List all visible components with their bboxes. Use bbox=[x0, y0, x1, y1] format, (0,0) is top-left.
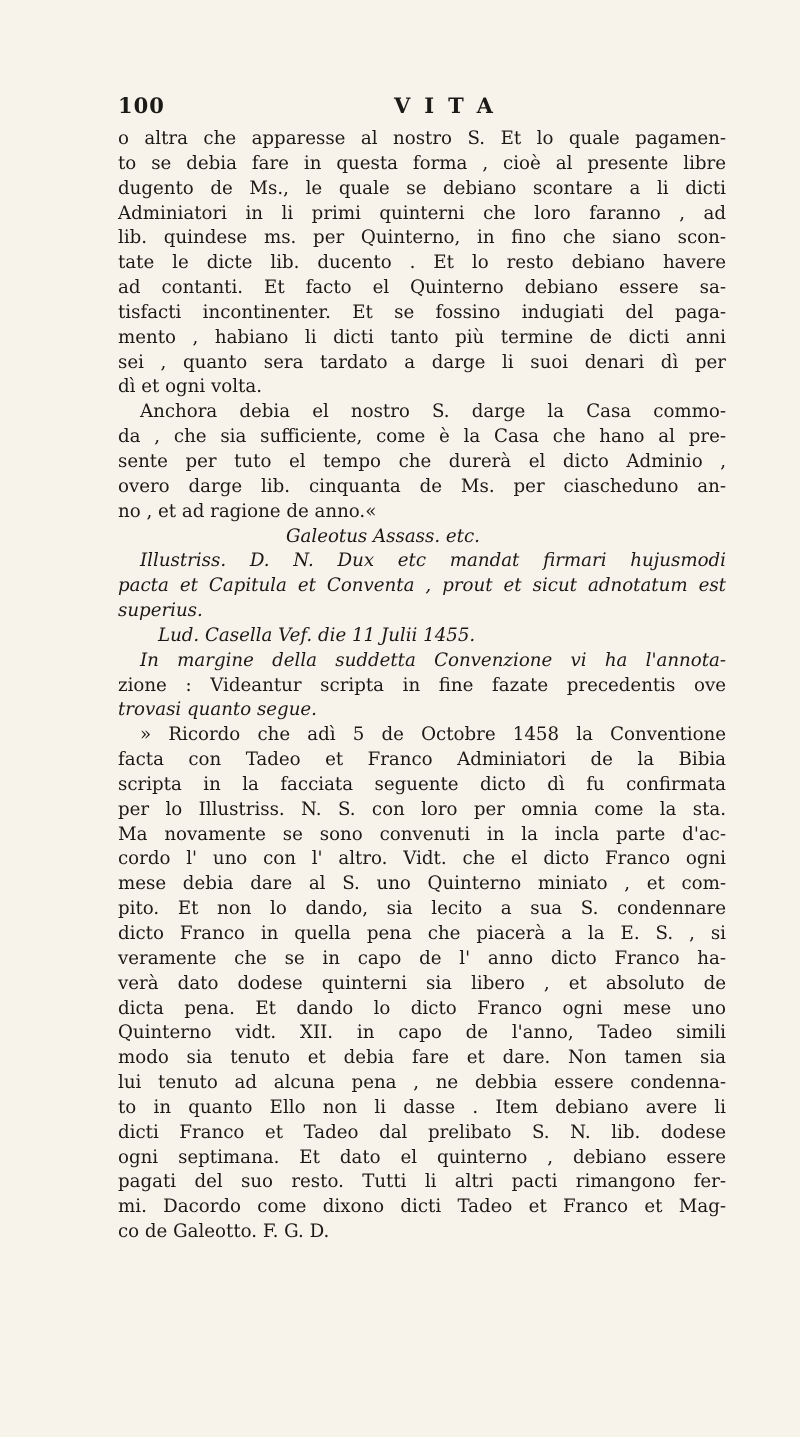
text-line: per lo Illustriss. N. S. con loro per omnia come la sta. bbox=[118, 798, 726, 820]
text-line: Ma novamente se sono convenuti in la incla parte d'ac- bbox=[118, 823, 726, 845]
text-line: dì et ogni volta. bbox=[118, 376, 262, 398]
text-line: co de Galeotto. F. G. D. bbox=[118, 1221, 330, 1243]
text-line: facta con Tadeo et Franco Adminiatori de la Bibia bbox=[118, 749, 726, 771]
text-line: Lud. Casella Vef. die 11 Julii 1455. bbox=[158, 624, 476, 646]
text-line: Galeotus Assass. etc. bbox=[286, 525, 480, 547]
text-line: sente per tuto el tempo che durerà el dicto Adminio , bbox=[118, 450, 726, 472]
text-line: superius. bbox=[118, 600, 203, 622]
text-line: trovasi quanto segue. bbox=[118, 699, 317, 721]
text-line: dicti Franco et Tadeo dal prelibato S. N. lib. dodese bbox=[118, 1121, 726, 1143]
running-header bbox=[118, 93, 718, 123]
text-line: mese debia dare al S. uno Quinterno miniato , et com- bbox=[118, 873, 726, 895]
text-line: tisfacti incontinenter. Et se fossino indugiati del paga- bbox=[118, 301, 726, 323]
running-title: VITA bbox=[394, 93, 507, 118]
text-line: mi. Dacordo come dixono dicti Tadeo et Franco et Mag- bbox=[118, 1196, 726, 1218]
text-line: lui tenuto ad alcuna pena , ne debbia essere condenna- bbox=[118, 1072, 726, 1094]
text-line: In margine della suddetta Convenzione vi ha l'annota- bbox=[140, 649, 726, 671]
text-line: modo sia tenuto et debia fare et dare. Non tamen sia bbox=[118, 1047, 726, 1069]
text-line: sei , quanto sera tardato a darge li suoi denari dì per bbox=[118, 351, 726, 373]
text-line: Adminiatori in li primi quinterni che loro faranno , ad bbox=[118, 202, 726, 224]
text-line: Quinterno vidt. XII. in capo de l'anno, Tadeo simili bbox=[118, 1022, 726, 1044]
text-line: zione : Videantur scripta in fine fazate precedentis ove bbox=[118, 674, 726, 696]
page-number: 100 bbox=[118, 93, 165, 118]
book-page bbox=[60, 0, 760, 1437]
text-line: no , et ad ragione de anno.« bbox=[118, 500, 377, 522]
text-line: pito. Et non lo dando, sia lecito a sua S. condennare bbox=[118, 898, 726, 920]
text-line: tate le dicte lib. ducento . Et lo resto debiano havere bbox=[118, 252, 726, 274]
text-line: overo darge lib. cinquanta de Ms. per ciascheduno an- bbox=[118, 475, 726, 497]
text-line: cordo l' uno con l' altro. Vidt. che el dicto Franco ogni bbox=[118, 848, 726, 870]
text-line: scripta in la facciata seguente dicto dì fu confirmata bbox=[118, 773, 726, 795]
text-line: » Ricordo che adì 5 de Octobre 1458 la Conventione bbox=[140, 724, 726, 746]
text-line: veramente che se in capo de l' anno dicto Franco ha- bbox=[118, 947, 726, 969]
text-line: da , che sia sufficiente, come è la Casa che hano al pre- bbox=[118, 426, 726, 448]
text-line: dicta pena. Et dando lo dicto Franco ogni mese uno bbox=[118, 997, 726, 1019]
text-line: to se debia fare in questa forma , cioè al presente libre bbox=[118, 152, 726, 174]
text-line: dugento de Ms., le quale se debiano scontare a li dicti bbox=[118, 177, 726, 199]
text-line: lib. quindese ms. per Quinterno, in fino che siano scon- bbox=[118, 227, 726, 249]
text-line: mento , habiano li dicti tanto più termine de dicti anni bbox=[118, 326, 726, 348]
text-line: ogni septimana. Et dato el quinterno , debiano essere bbox=[118, 1146, 726, 1168]
body-text bbox=[118, 127, 726, 1245]
text-line: ad contanti. Et facto el Quinterno debiano essere sa- bbox=[118, 277, 726, 299]
text-line: Illustriss. D. N. Dux etc mandat firmari hujusmodi bbox=[140, 550, 726, 572]
text-line: pagati del suo resto. Tutti li altri pacti rimangono fer- bbox=[118, 1171, 726, 1193]
text-line: to in quanto Ello non li dasse . Item debiano avere li bbox=[118, 1096, 726, 1118]
text-line: Anchora debia el nostro S. darge la Casa commo- bbox=[140, 401, 726, 423]
text-line: dicto Franco in quella pena che piacerà a la E. S. , si bbox=[118, 923, 726, 944]
text-line: verà dato dodese quinterni sia libero , et absoluto de bbox=[118, 972, 726, 994]
text-line: o altra che apparesse al nostro S. Et lo quale pagamen- bbox=[118, 128, 726, 149]
text-line: pacta et Capitula et Conventa , prout et sicut adnotatum est bbox=[118, 575, 726, 597]
